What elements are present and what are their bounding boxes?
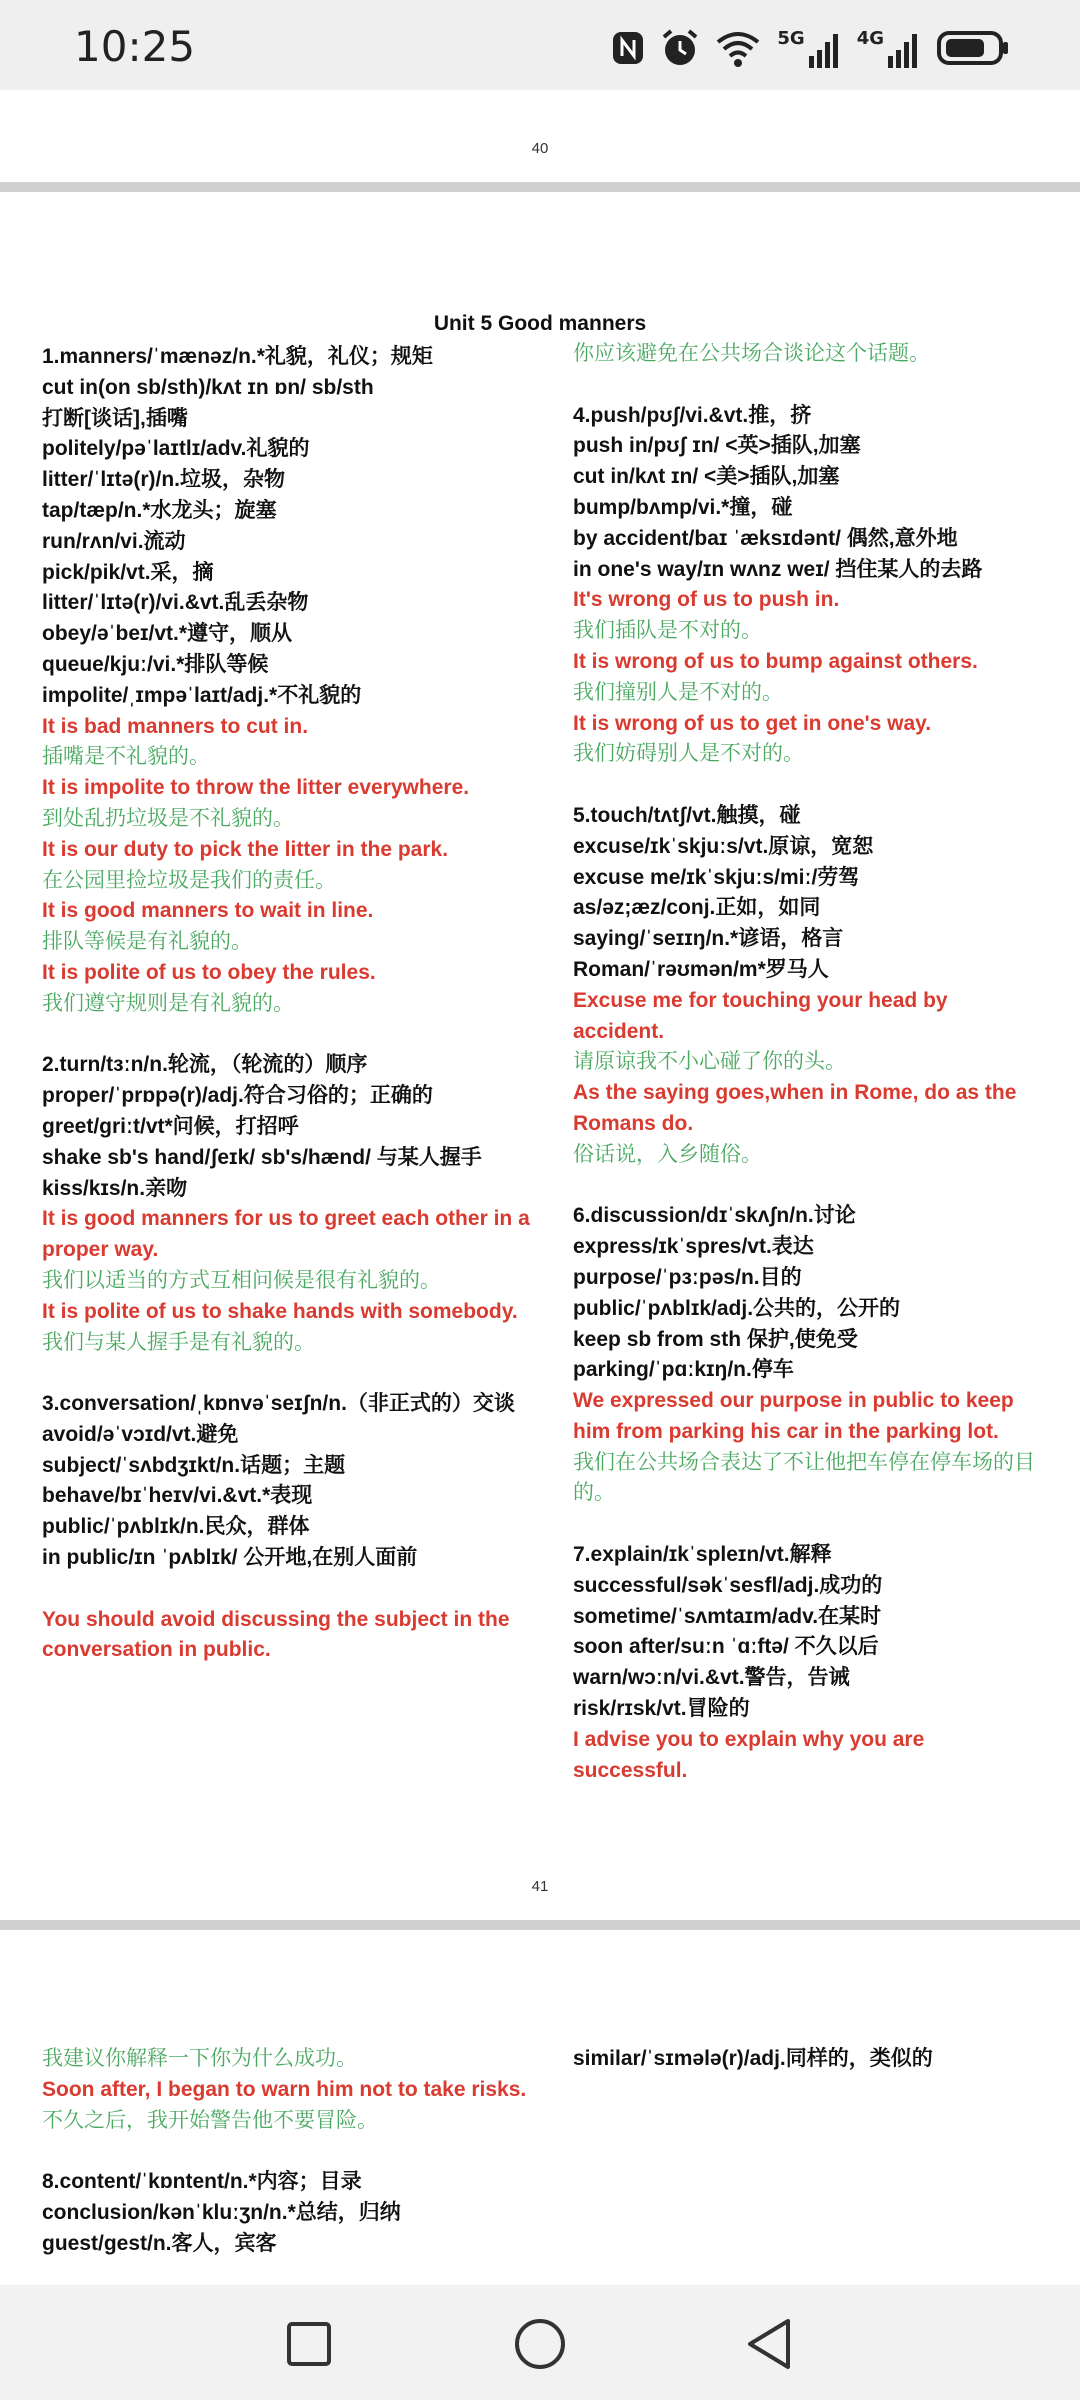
vocab-line: queue/kjuː/vi.*排队等候: [42, 652, 269, 676]
vocab-line: tap/tæp/n.*水龙头；旋塞: [42, 498, 277, 522]
english-sentence: It is good manners to wait in line.: [42, 899, 374, 923]
vocab-line: 4.push/pʊʃ/vi.&vt.推，挤: [573, 403, 812, 427]
english-sentence: As the saying goes,when in Rome, do as the Romans do.: [573, 1081, 1017, 1135]
vocab-line: saying/ˈseɪɪŋ/n.*谚语，格言: [573, 927, 844, 951]
alarm-icon: [661, 28, 699, 68]
page-separator: [0, 182, 1080, 192]
chinese-translation: 我们遵守规则是有礼貌的。: [42, 991, 294, 1015]
vocab-line: public/ˈpʌblɪk/adj.公共的，公开的: [573, 1296, 901, 1320]
page-number-mid: 41: [531, 1878, 549, 1895]
vocab-line: 3.conversation/ˌkɒnvəˈseɪʃn/n.（非正式的）交谈: [42, 1392, 515, 1416]
blank-line: [573, 1509, 1043, 1540]
english-sentence: It is polite of us to shake hands with somebody.: [42, 1299, 518, 1323]
status-time: 10:25: [74, 22, 196, 71]
blank-line: [573, 370, 1043, 401]
vocab-line: excuse/ɪkˈskjuːs/vt.原谅，宽恕: [573, 834, 874, 858]
vocab-line: cut in(on sb/sth)/kʌt ɪn ɒn/ sb/sth: [42, 375, 374, 399]
chinese-translation: 我们与某人握手是有礼貌的。: [42, 1330, 315, 1354]
blank-line: [42, 1020, 532, 1051]
english-sentence: Soon after, I began to warn him not to take risks.: [42, 2077, 527, 2101]
chinese-translation: 我们妨碍别人是不对的。: [573, 742, 804, 766]
english-sentence: I advise you to explain why you are successful.: [573, 1727, 925, 1782]
navigation-bar: [0, 2285, 1080, 2400]
vocab-line: behave/bɪˈheɪv/vi.&vt.*表现: [42, 1484, 313, 1508]
vocab-line: proper/ˈprɒpə(r)/adj.符合习俗的；正确的: [42, 1084, 433, 1108]
vocab-line: parking/ˈpɑːkɪŋ/n.停车: [573, 1358, 794, 1382]
chinese-translation: 俗话说，入乡随俗。: [573, 1142, 762, 1166]
vocab-line: warn/wɔːn/vi.&vt.警告，告诫: [573, 1666, 850, 1690]
vocab-line: successful/səkˈsesfl/adj.成功的: [573, 1573, 883, 1597]
page-separator-2: [0, 1920, 1080, 1930]
nfc-icon: [611, 28, 645, 68]
left-column: [42, 342, 532, 1666]
chinese-translation: 我建议你解释一下你为什么成功。: [42, 2047, 357, 2070]
vocab-line: 6.discussion/dɪˈskʌʃn/n.讨论: [573, 1204, 856, 1228]
chinese-translation: 我们以适当的方式互相问候是很有礼貌的。: [42, 1268, 441, 1292]
wifi-icon: [715, 28, 761, 68]
vocab-line: greet/griːt/vt*问候，打招呼: [42, 1114, 299, 1138]
back-triangle-icon: [744, 2317, 794, 2371]
vocab-line: 5.touch/tʌtʃ/vt.触摸，碰: [573, 803, 801, 827]
vocab-line: 2.turn/tɜːn/n.轮流，（轮流的）顺序: [42, 1053, 368, 1077]
vocab-line: public/ˈpʌblɪk/n.民众，群体: [42, 1515, 310, 1539]
english-sentence: It's wrong of us to push in.: [573, 588, 840, 612]
vocab-line: by accident/baɪ ˈæksɪdənt/ 偶然,意外地: [573, 526, 958, 550]
english-sentence: You should avoid discussing the subject in the conversation in public.: [42, 1607, 510, 1662]
vocab-line: obey/əˈbeɪ/vt.*遵守，顺从: [42, 622, 293, 646]
blank-line: [573, 770, 1043, 801]
vocab-line: excuse me/ɪkˈskjuːs/miː/劳驾: [573, 865, 860, 889]
recent-apps-button[interactable]: [276, 2311, 342, 2377]
english-sentence: We expressed our purpose in public to keep him from parking his car in the parking lot.: [573, 1389, 1014, 1443]
english-sentence: It is polite of us to obey the rules.: [42, 960, 376, 984]
blank-line: [573, 1171, 1043, 1202]
vocab-line: run/rʌn/vi.流动: [42, 529, 186, 553]
unit-title: Unit 5 Good manners: [433, 312, 647, 335]
home-button[interactable]: [507, 2311, 573, 2377]
chinese-translation: 排队等候是有礼貌的。: [42, 930, 252, 954]
vocab-line: sometime/ˈsʌmtaɪm/adv.在某时: [573, 1604, 882, 1628]
chinese-translation: 你应该避免在公共场合谈论这个话题。: [573, 342, 930, 365]
blank-line: [42, 2136, 532, 2167]
vocab-line: kiss/kɪs/n.亲吻: [42, 1176, 188, 1200]
vocab-line: risk/rɪsk/vt.冒险的: [573, 1697, 750, 1721]
vocab-line: express/ɪkˈspres/vt.表达: [573, 1235, 814, 1259]
vocab-line: push in/pʊʃ ɪn/ <英>插队,加塞: [573, 434, 861, 458]
status-icons: [611, 26, 1010, 70]
vocab-line: cut in/kʌt ɪn/ <美>插队,加塞: [573, 465, 840, 489]
right-column: [573, 339, 1043, 1786]
vocab-line: purpose/ˈpɜːpəs/n.目的: [573, 1265, 802, 1289]
vocab-line: 1.manners/ˈmænəz/n.*礼貌，礼仪；规矩: [42, 345, 433, 368]
vocab-line: pick/pik/vt.采，摘: [42, 560, 214, 584]
vocab-line: Roman/ˈrəʊmən/m*罗马人: [573, 957, 829, 981]
circle-icon: [513, 2317, 567, 2371]
blank-line: [42, 1358, 532, 1389]
back-button[interactable]: [736, 2311, 802, 2377]
signal-5g-icon: [777, 28, 840, 68]
vocab-line: subject/ˈsʌbdʒɪkt/n.话题；主题: [42, 1453, 346, 1477]
vocab-line: 7.explain/ɪkˈspleɪn/vt.解释: [573, 1543, 832, 1567]
vocab-line: in public/ɪn ˈpʌblɪk/ 公开地,在别人面前: [42, 1546, 418, 1570]
chinese-translation: 请原谅我不小心碰了你的头。: [573, 1050, 846, 1074]
chinese-translation: 插嘴是不礼貌的。: [42, 745, 210, 769]
document-viewer[interactable]: [0, 90, 1080, 2285]
english-sentence: It is our duty to pick the litter in the park.: [42, 837, 449, 861]
blank-line: [42, 1574, 532, 1605]
english-sentence: It is wrong of us to bump against others.: [573, 649, 978, 673]
page2-right-column: [573, 2044, 1043, 2075]
vocab-line: 打断[谈话],插嘴: [42, 406, 188, 430]
vocab-line: as/əz;æz/conj.正如，如同: [573, 896, 821, 920]
english-sentence: It is wrong of us to get in one's way.: [573, 711, 932, 735]
network-5g-label: 5G: [777, 28, 805, 49]
signal-4g-icon: [857, 28, 920, 68]
vocab-line: soon after/suːn ˈɑːftə/ 不久以后: [573, 1635, 879, 1659]
vocab-line: avoid/əˈvɔɪd/vt.避免: [42, 1422, 239, 1446]
chinese-translation: 我们在公共场合表达了不让他把车停在停车场的目的。: [573, 1450, 1035, 1505]
page-number-top: 40: [531, 140, 549, 157]
vocab-line: keep sb from sth 保护,使免受: [573, 1327, 858, 1351]
chinese-translation: 在公园里捡垃圾是我们的责任。: [42, 868, 336, 892]
vocab-line: guest/gest/n.客人，宾客: [42, 2231, 277, 2255]
chinese-translation: 不久之后，我开始警告他不要冒险。: [42, 2108, 378, 2132]
vocab-line: conclusion/kənˈkluːʒn/n.*总结，归纳: [42, 2200, 401, 2224]
vocab-line: in one's way/ɪn wʌnz weɪ/ 挡住某人的去路: [573, 557, 983, 581]
vocab-line: politely/pəˈlaɪtlɪ/adv.礼貌的: [42, 437, 310, 461]
network-4g-label: 4G: [856, 28, 884, 49]
square-icon: [285, 2320, 333, 2368]
vocab-line: impolite/ˌɪmpəˈlaɪt/adj.*不礼貌的: [42, 683, 362, 707]
english-sentence: It is good manners for us to greet each other in a proper way.: [42, 1207, 530, 1262]
page2-left-column: [42, 2044, 532, 2260]
battery-icon: [936, 28, 1010, 68]
chinese-translation: 我们插队是不对的。: [573, 619, 762, 643]
status-bar: [0, 0, 1080, 90]
english-sentence: It is impolite to throw the litter everywhere.: [42, 776, 470, 800]
chinese-translation: 到处乱扔垃圾是不礼貌的。: [42, 806, 294, 830]
vocab-line: bump/bʌmp/vi.*撞，碰: [573, 495, 793, 519]
english-sentence: It is bad manners to cut in.: [42, 714, 309, 738]
vocab-line: litter/ˈlɪtə(r)/n.垃圾，杂物: [42, 468, 286, 492]
chinese-translation: 我们撞别人是不对的。: [573, 680, 783, 704]
vocab-line: similar/ˈsɪmələ(r)/adj.同样的，类似的: [573, 2047, 933, 2070]
vocab-line: shake sb's hand/ʃeɪk/ sb's/hænd/ 与某人握手: [42, 1145, 482, 1169]
english-sentence: Excuse me for touching your head by accident.: [573, 988, 948, 1043]
vocab-line: litter/ˈlɪtə(r)/vi.&vt.乱丢杂物: [42, 591, 309, 615]
vocab-line: 8.content/ˈkɒntent/n.*内容；目录: [42, 2170, 362, 2194]
